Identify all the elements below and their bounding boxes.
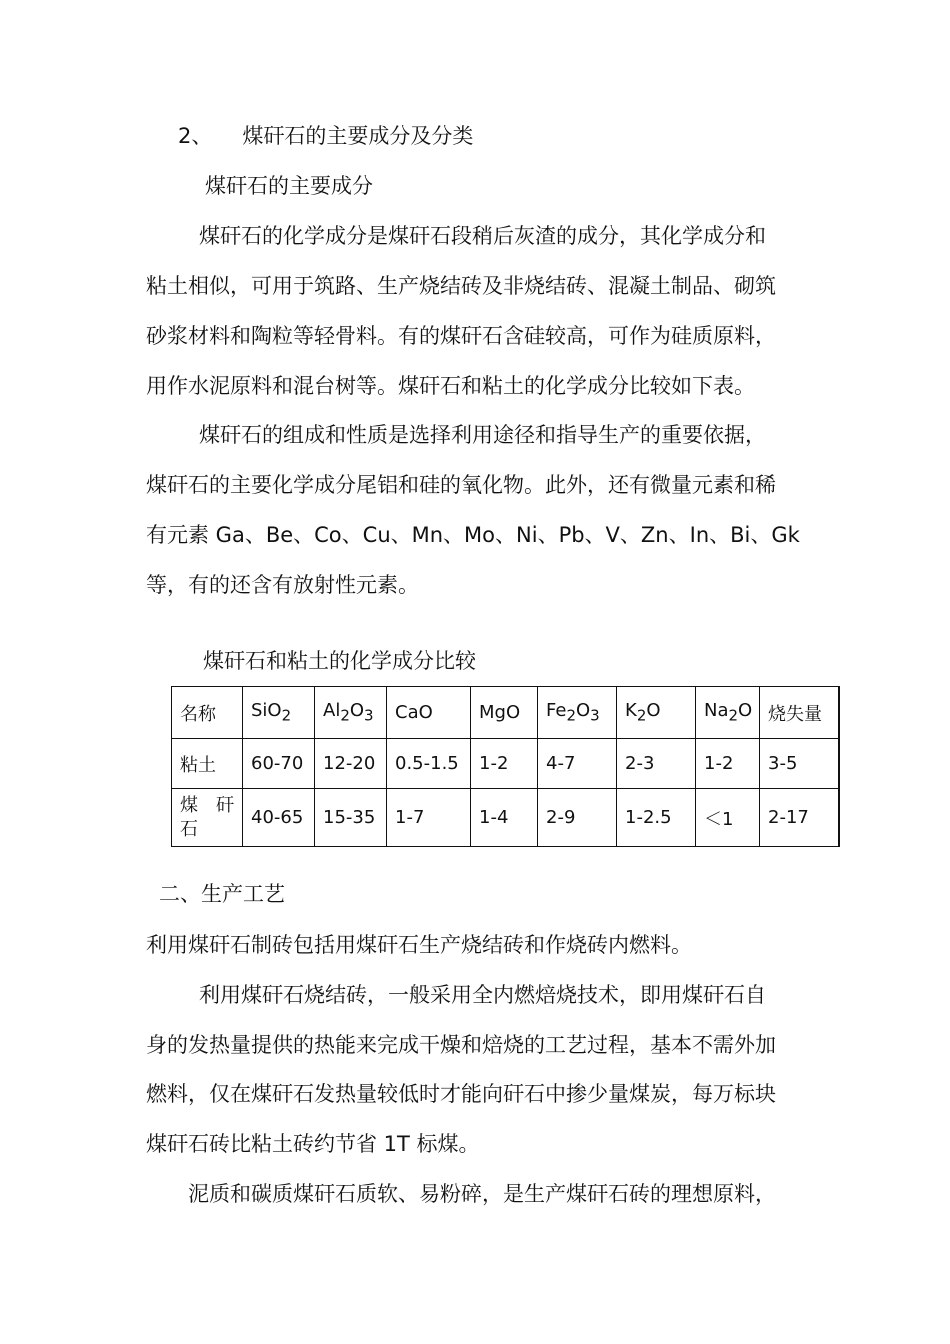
paragraph-line: 煤矸石的主要化学成分尾铝和硅的氧化物。此外，还有微量元素和稀 xyxy=(146,473,776,497)
header-cell-k2o: $K_2O$ xyxy=(617,687,696,739)
header-cell-na2o: $Na_2O$ xyxy=(696,687,760,739)
paragraph-line: 煤矸石的组成和性质是选择利用途径和指导生产的重要依据， xyxy=(199,423,766,447)
table-cell: 粘土 xyxy=(172,739,243,789)
paragraph-3: 利用煤矸石制砖包括用煤矸石生产烧结砖和作烧砖内燃料。 xyxy=(146,933,692,957)
header-cell-sio2: SiO$_2$ xyxy=(243,687,315,739)
header-cell: MgO xyxy=(471,687,538,739)
subheading: 煤矸石的主要成分 xyxy=(205,174,373,198)
table-cell: ＜1 xyxy=(696,789,760,847)
table-cell: 2-17 xyxy=(760,789,840,847)
table-cell: 1-7 xyxy=(387,789,471,847)
table-cell: 1-2.5 xyxy=(617,789,696,847)
table-cell: 40-65 xyxy=(243,789,315,847)
section-title: 煤矸石的主要成分及分类 xyxy=(242,124,474,148)
paragraph-line: 等，有的还含有放射性元素。 xyxy=(146,573,419,597)
table-cell xyxy=(172,789,243,847)
header-cell: 烧失量 xyxy=(760,687,840,739)
table-cell: 4-7 xyxy=(538,739,617,789)
table-cell: 12-20 xyxy=(315,739,387,789)
section-heading xyxy=(178,122,473,150)
paragraph-line: 煤矸石砖比粘土砖约节省 1T 标煤。 xyxy=(146,1132,480,1156)
table-row xyxy=(172,739,840,789)
table-cell: 15-35 xyxy=(315,789,387,847)
table-cell: 3-5 xyxy=(760,739,840,789)
paragraph-line: 身的发热量提供的热能来完成干燥和焙烧的工艺过程，基本不需外加 xyxy=(146,1033,776,1057)
paragraph-line: 有元素 Ga、Be、Co、Cu、Mn、Mo、Ni、Pb、V、Zn、In、Bi、Gk xyxy=(146,523,800,547)
header-cell-fe2o3: $Fe_2O_3$ xyxy=(538,687,617,739)
table-cell: 1-4 xyxy=(471,789,538,847)
composition-table xyxy=(171,686,840,847)
section-2-heading: 二、生产工艺 xyxy=(159,882,285,906)
paragraph-line: 用作水泥原料和混台树等。煤矸石和粘土的化学成分比较如下表。 xyxy=(146,374,755,398)
paragraph-line: 砂浆材料和陶粒等轻骨料。有的煤矸石含硅较高，可作为硅质原料， xyxy=(146,324,776,348)
table-cell: 2-3 xyxy=(617,739,696,789)
header-cell: CaO xyxy=(387,687,471,739)
table-cell: 60-70 xyxy=(243,739,315,789)
paragraph-line: 燃料，仅在煤矸石发热量较低时才能向矸石中掺少量煤炭，每万标块 xyxy=(146,1082,776,1106)
table-cell: 0.5-1.5 xyxy=(387,739,471,789)
table-row xyxy=(172,789,840,847)
paragraph-line: 煤矸石的化学成分是煤矸石段稍后灰渣的成分，其化学成分和 xyxy=(199,224,766,248)
header-cell: 名称 xyxy=(172,687,243,739)
paragraph-5: 泥质和碳质煤矸石质软、易粉碎，是生产煤矸石砖的理想原料， xyxy=(188,1182,776,1206)
table-header-row xyxy=(172,687,840,739)
paragraph-line: 粘土相似，可用于筑路、生产烧结砖及非烧结砖、混凝土制品、砌筑 xyxy=(146,274,776,298)
table-cell: 1-2 xyxy=(696,739,760,789)
header-cell-al2o3: $Al_2O_3$ xyxy=(315,687,387,739)
table-cell: 2-9 xyxy=(538,789,617,847)
paragraph-line: 利用煤矸石烧结砖，一般采用全内燃焙烧技术，即用煤矸石自 xyxy=(199,983,766,1007)
table-cell: 1-2 xyxy=(471,739,538,789)
section-number: 2、 xyxy=(178,124,213,148)
table-caption: 煤矸石和粘土的化学成分比较 xyxy=(203,649,476,673)
cell-text: 煤 矸石 xyxy=(180,794,234,840)
